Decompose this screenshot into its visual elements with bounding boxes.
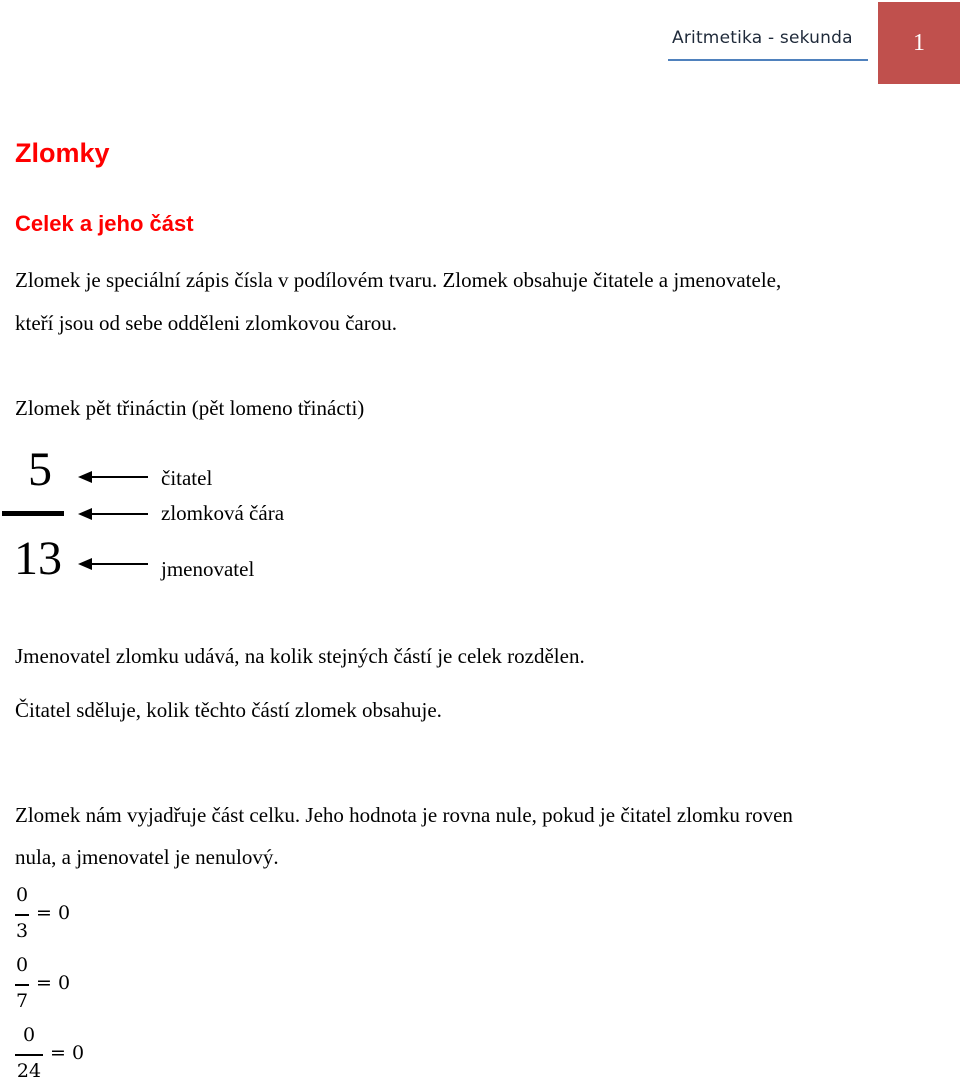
diagram-fraction-bar	[2, 511, 64, 516]
explanation-line-1: Jmenovatel zlomku udává, na kolik stejných částí je celek rozdělen.	[15, 644, 585, 668]
label-denominator: jmenovatel	[161, 557, 255, 581]
arrow-fraction-bar	[78, 507, 150, 521]
example-numerator: 0	[22, 1024, 36, 1046]
example-denominator: 3	[15, 920, 29, 942]
example-fraction-bar	[15, 984, 29, 986]
section-heading: Celek a jeho část	[15, 211, 194, 236]
header-rule	[668, 59, 868, 61]
example-numerator: 0	[15, 884, 29, 906]
arrow-denominator	[78, 557, 150, 571]
explanation-line-2: Čitatel sděluje, kolik těchto částí zlomek obsahuje.	[15, 698, 442, 722]
example-fraction-bar	[15, 914, 29, 916]
example-fraction-bar	[15, 1054, 43, 1056]
page-title: Zlomky	[15, 138, 110, 168]
arrow-numerator	[78, 470, 150, 484]
example-result: = 0	[36, 972, 71, 994]
diagram-denominator: 13	[14, 532, 62, 585]
intro-line-2: kteří jsou od sebe odděleni zlomkovou čarou.	[15, 311, 397, 335]
label-numerator: čitatel	[161, 466, 213, 490]
example-denominator: 24	[16, 1060, 42, 1082]
zero-rule-line-2: nula, a jmenovatel je nenulový.	[15, 845, 279, 869]
example-numerator: 0	[15, 954, 29, 976]
example-result: = 0	[50, 1042, 85, 1064]
example-denominator: 7	[15, 990, 29, 1012]
example-result: = 0	[36, 902, 71, 924]
intro-line-1: Zlomek je speciální zápis čísla v podílovém tvaru. Zlomek obsahuje čitatele a jmenovatele,	[15, 268, 782, 292]
header-title: Aritmetika - sekunda	[672, 28, 853, 48]
page-number: 1	[913, 30, 925, 56]
label-fraction-bar: zlomková čára	[161, 501, 285, 525]
diagram-numerator: 5	[28, 443, 52, 496]
example-caption: Zlomek pět třináctin (pět lomeno třinácti)	[15, 396, 365, 420]
zero-rule-line-1: Zlomek nám vyjadřuje část celku. Jeho hodnota je rovna nule, pokud je čitatel zlomku roven	[15, 803, 793, 827]
